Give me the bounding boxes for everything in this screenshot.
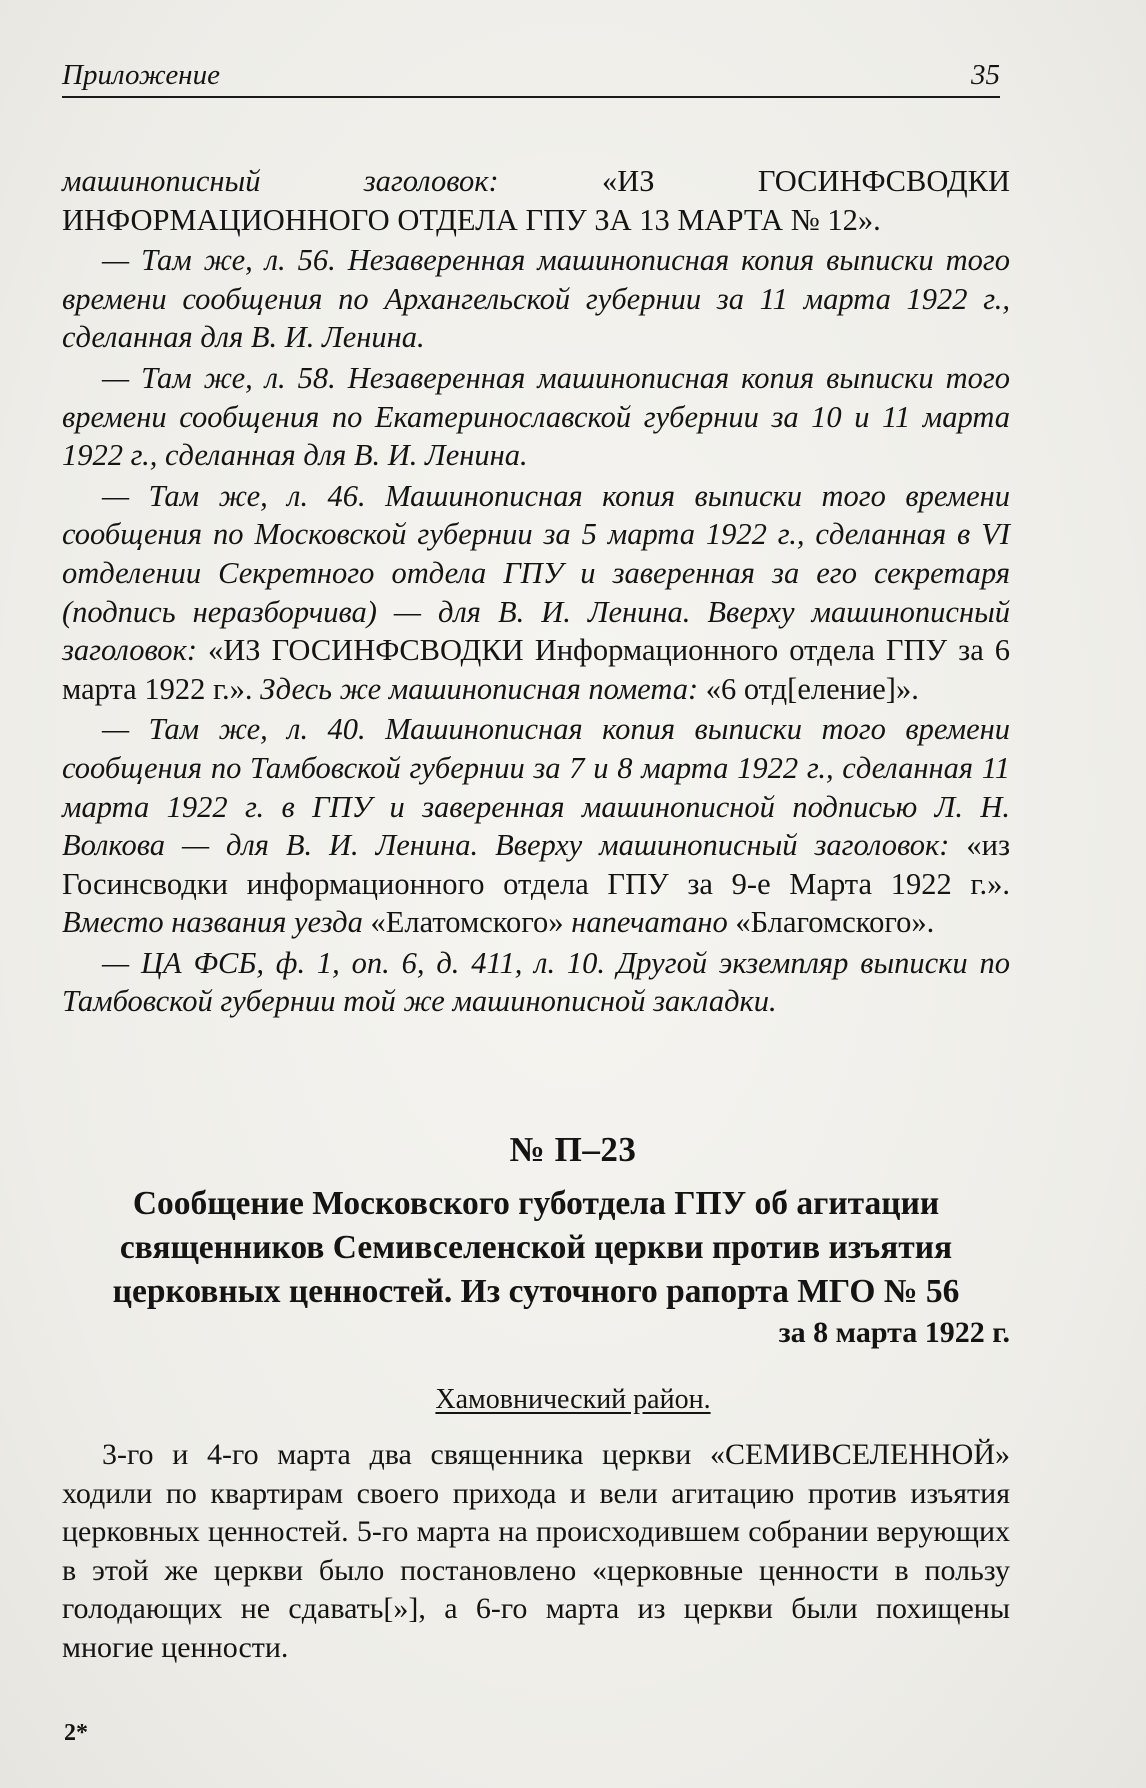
note-roman-text: «из Госинсводки информационного отдела ГПУ за 9-е Марта 1922 г.». bbox=[62, 828, 1010, 901]
note-paragraph: — Там же, л. 56. Незаверенная машинописная копия выписки того времени сообщения по Архангельской губернии за 11 марта 1922 г., сделанная для В. И. Ленина. bbox=[62, 243, 1010, 355]
report-body bbox=[62, 1436, 1010, 1667]
note-paragraph bbox=[62, 162, 1010, 239]
district-heading-text: Хамовнический район. bbox=[435, 1384, 711, 1415]
header-page-number: 35 bbox=[971, 59, 1000, 91]
note-paragraph bbox=[62, 477, 1010, 709]
note-paragraph: — ЦА ФСБ, ф. 1, оп. 6, д. 411, л. 10. Другой экземпляр выписки по Тамбовской губернии той же машинописной закладки. bbox=[62, 945, 1010, 1019]
note-roman-text: «ИЗ ГОСИНФСВОДКИ ИНФОРМАЦИОННОГО ОТДЕЛА ГПУ ЗА 13 МАРТА № 12». bbox=[62, 164, 1010, 237]
note-roman-text: «Елатомского» bbox=[362, 905, 572, 940]
note-italic-text: машинописный заголовок: bbox=[62, 164, 499, 198]
note-roman-text: «Благомского». bbox=[727, 905, 935, 940]
signature-mark: 2* bbox=[64, 1720, 88, 1746]
note-paragraph: — Там же, л. 58. Незаверенная машинописная копия выписки того времени сообщения по Екатеринославской губернии за 10 и 11 марта 1922 г., сделанная для В. И. Ленина. bbox=[62, 360, 1010, 473]
note-italic-text: — Там же, л. 40. Машинописная копия выписки того времени сообщения по Тамбовской губернии за 7 и 8 марта 1922 г., сделанная 11 марта 1922 г. в ГПУ и заверенная машинописной подписью Л. Н. Волкова — для В. И. Ленина. Вверху машинописный заголовок: bbox=[62, 712, 1010, 863]
document-number: № П–23 bbox=[509, 1130, 637, 1169]
note-roman-text: «ИЗ ГОСИНФСВОДКИ Информационного отдела ГПУ за 6 марта 1922 г.». bbox=[62, 633, 1010, 706]
report-paragraph: 3-го и 4-го марта два священника церкви «СЕМИВСЕЛЕННОЙ» ходили по квартирам своего прихода и вели агитацию против изъятия церковных ценностей. 5-го марта на происходившем собрании верующих в этой же церкви было постановлено «церковные ценности в пользу голодающих не сдавать[»], а 6-го марта из церкви были похищены многие ценности. bbox=[62, 1438, 1010, 1664]
document-date: за 8 марта 1922 г. bbox=[778, 1316, 1010, 1349]
district-heading bbox=[0, 1384, 1146, 1416]
note-italic-text: Здесь же машинописная помета: bbox=[260, 671, 699, 706]
note-italic-text: напечатано bbox=[571, 905, 728, 940]
header-section-title: Приложение bbox=[62, 59, 220, 91]
note-italic-text: — Там же, л. 46. Машинописная копия выписки того времени сообщения по Московской губернии за 5 марта 1922 г., сделанная в VI отделении Секретного отдела ГПУ и заверенная за его секретаря (подпись неразборчива) — для В. И. Ленина. Вверху машинописный заголовок: bbox=[62, 478, 1010, 668]
note-paragraph bbox=[62, 710, 1010, 942]
archival-notes bbox=[62, 162, 1010, 1021]
running-header bbox=[62, 52, 1000, 98]
note-italic-text: Вместо названия уезда bbox=[62, 905, 363, 940]
note-roman-text: «6 отд[еление]». bbox=[698, 671, 919, 706]
document-title: Сообщение Московского губотдела ГПУ об агитации священников Семивселенской церкви против изъятия церковных ценностей. Из суточного рапорта МГО № 56 bbox=[112, 1185, 960, 1310]
